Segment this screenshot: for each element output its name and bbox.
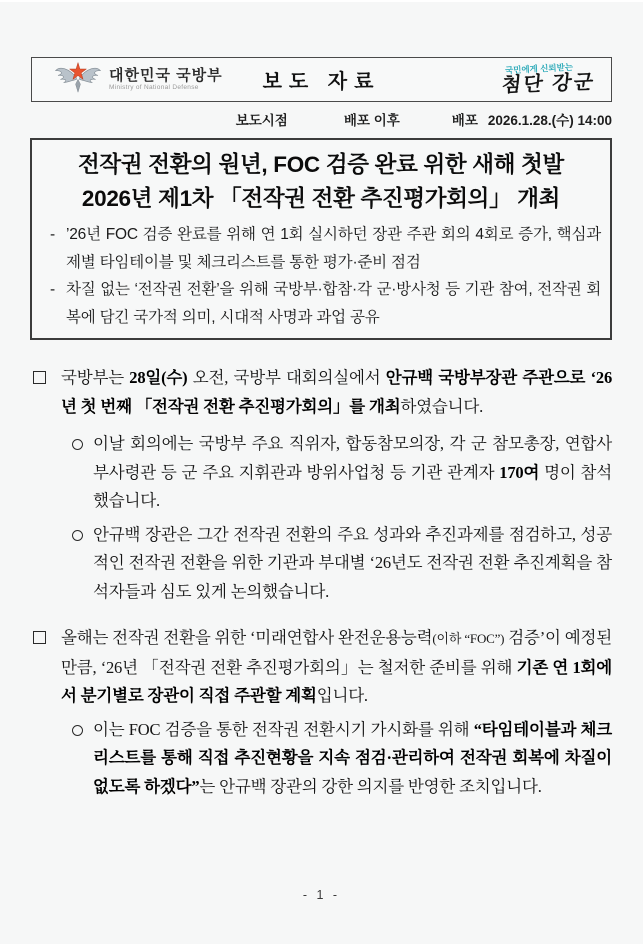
text-run: 기존 연 1회에서 분기별로 장관이 직접 주관할 계획 — [61, 657, 612, 705]
paragraph — [72, 716, 612, 802]
text-run: (이하 “FOC”) — [432, 631, 505, 646]
text-run: 170여 — [499, 462, 540, 482]
text-run: 검증’이 예정된 만큼, ‘26년 「전작권 전환 추진평가회의」는 철저한 준비를 위해 — [61, 628, 612, 677]
text-run: 이는 FOC 검증을 통한 전작권 전환시기 가시화를 위해 — [93, 719, 474, 739]
paragraph — [72, 430, 612, 516]
slogan-big-text: 첨단 강군 — [501, 71, 597, 97]
release-time-label: 보도시점 — [235, 113, 288, 128]
text-run: 하였습니다. — [400, 396, 484, 416]
title-box — [30, 138, 612, 340]
summary-bullet — [41, 221, 601, 276]
summary-bullet-text: ’26년 FOC 검증 완료를 위해 연 1회 실시하던 장관 주관 회의 4회로 증가, 핵심과제별 타임테이블 및 체크리스트를 통한 평가·준비 점검 — [66, 226, 601, 271]
text-run: 입니다. — [316, 686, 368, 705]
text-run: 국방부는 — [61, 368, 130, 387]
doc-type-title: 보도 자료 — [262, 71, 381, 93]
summary-bullet-text: 차질 없는 ‘전작권 전환’을 위해 국방부·합참·각 군·방사청 등 기관 참여, 전작권 회복에 담긴 국가적 의미, 시대적 사명과 과업 공유 — [66, 281, 601, 326]
text-run: 올해는 전작권 전환을 위한 ‘미래연합사 완전운용능력 — [61, 628, 433, 647]
body — [0, 352, 643, 801]
text-run: “타임테이블과 체크리스트를 통해 직접 추진현황을 지속 점검·관리하여 전작권 회복에 차질이 없도록 하겠다” — [93, 719, 613, 796]
title-line-1: 전작권 전환의 원년, FOC 검증 완료 위한 새해 첫발 — [78, 152, 564, 177]
text-run: 안규백 장관은 그간 전작권 전환의 주요 성과와 추진과제를 점검하고, 성공적인 전작권 전환을 위한 기관과 부대별 ‘26년도 전작권 전환 추진계획을 참석자들과 심도 있게 논의했습니다. — [93, 524, 612, 601]
title-summary-bullets — [41, 221, 601, 331]
release-timing: 배포 이후 — [343, 113, 400, 128]
slogan-logo — [501, 61, 611, 97]
square-bullet-icon — [33, 631, 46, 644]
paragraph — [72, 521, 612, 607]
text-run: 이날 회의에는 국방부 주요 직위자, 합동참모의장, 각 군 참모총장, 연합사부사령관 등 군 주요 지휘관과 방위사업청 등 기관 관계자 — [93, 434, 612, 482]
text-run: 는 안규백 장관의 강한 의지를 반영한 조치입니다. — [199, 776, 542, 796]
summary-bullet — [41, 276, 601, 331]
org-name-en: Ministry of National Defense — [109, 83, 199, 91]
paragraph — [33, 624, 612, 711]
release-info-row — [31, 109, 612, 129]
dash-bullet-icon: - — [50, 281, 55, 298]
paragraph — [33, 364, 612, 421]
text-run: 28일(수) — [129, 368, 188, 387]
circle-bullet-icon — [72, 530, 83, 541]
title-line-2: 2026년 제1차 「전작권 전환 추진평가회의」 개최 — [81, 186, 561, 211]
header — [31, 57, 612, 102]
square-bullet-icon — [33, 371, 46, 384]
circle-bullet-icon — [72, 725, 83, 736]
text-run: 명이 참석했습니다. — [93, 462, 612, 510]
slogan-small-text: 국민에게 신뢰받는 — [504, 61, 574, 76]
distribution-datetime: 2026.1.28.(수) 14:00 — [487, 113, 612, 128]
text-run: 오전, 국방부 대회의실에서 — [187, 368, 386, 387]
circle-bullet-icon — [72, 439, 83, 450]
text-run: 안규백 국방부장관 주관으로 ‘26년 첫 번째 「전작권 전환 추진평가회의」를 개최 — [61, 368, 612, 416]
page-number: - 1 - — [302, 888, 341, 902]
org-name: 대한민국 국방부 — [109, 66, 223, 84]
dash-bullet-icon: - — [50, 226, 55, 243]
distribution-label: 배포 — [451, 113, 478, 128]
